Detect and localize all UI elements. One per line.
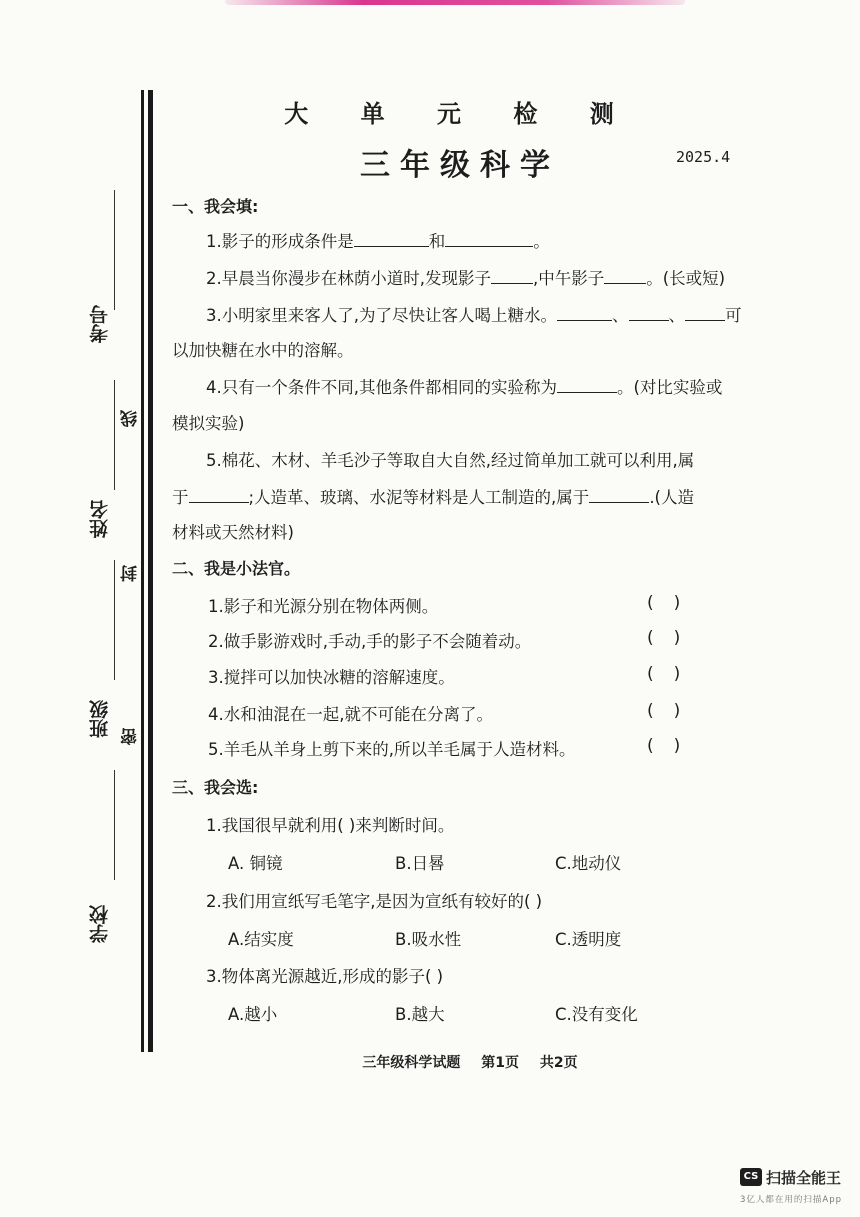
- q2-blank-1[interactable]: [491, 269, 533, 284]
- q2-text-a: 2.早晨当你漫步在林荫小道时,发现影子: [206, 269, 491, 288]
- sidebar-blank-name: [114, 380, 115, 490]
- fill-q4: [206, 374, 722, 398]
- fill-q2: [206, 265, 725, 289]
- fill-q5-line1: 5.棉花、木材、羊毛沙子等取自大自然,经过简单加工就可以利用,属: [206, 451, 695, 470]
- sidebar-blank-school: [114, 770, 115, 880]
- q3-sep-2: 、: [668, 306, 685, 325]
- page-footer: [0, 1052, 860, 1072]
- judge-paren-1[interactable]: (): [647, 593, 701, 613]
- seal-char-line: 线: [121, 410, 141, 427]
- q3-sep-1: 、: [612, 306, 629, 325]
- section1-heading: 一、我会填:: [172, 197, 259, 216]
- choice-q3-option-b[interactable]: B.越大: [395, 1005, 445, 1024]
- q5-text-c: .(人造: [649, 488, 694, 507]
- q3-text-a: 3.小明家里来客人了,为了尽快让客人喝上糖水。: [206, 306, 557, 325]
- fill-q5-cont: 材料或天然材料): [172, 523, 294, 542]
- choice-q3-option-a[interactable]: A.越小: [228, 1005, 278, 1024]
- q1-blank-1[interactable]: [354, 232, 429, 247]
- choice-q1-option-a[interactable]: A. 铜镜: [228, 854, 283, 873]
- q5-blank-1[interactable]: [189, 488, 249, 503]
- choice-q1-option-b[interactable]: B.日晷: [395, 854, 445, 873]
- q5-text-b: ;人造革、玻璃、水泥等材料是人工制造的,属于: [248, 488, 590, 507]
- q4-blank[interactable]: [557, 378, 617, 393]
- sidebar-label-school: 学校: [89, 905, 111, 943]
- choice-q3-stem: 3.物体离光源越近,形成的影子( ): [206, 967, 444, 986]
- sidebar-label-class: 班级: [89, 700, 111, 738]
- q2-text-c: 。(长或短): [646, 269, 726, 288]
- camscanner-logo-icon: CS: [740, 1168, 762, 1186]
- q5-blank-2[interactable]: [589, 488, 649, 503]
- choice-q3-option-c[interactable]: C.没有变化: [555, 1005, 638, 1024]
- choice-q2-option-a[interactable]: A.结实度: [228, 930, 294, 949]
- judge-paren-4[interactable]: (): [647, 701, 701, 721]
- exam-date: 2025.4: [676, 148, 731, 166]
- subject-title: 三年级科学: [360, 148, 560, 183]
- fill-q3-cont: 以加快糖在水中的溶解。: [172, 341, 354, 360]
- seal-char-secret: 密: [121, 728, 141, 745]
- sidebar-label-name: 姓名: [89, 500, 111, 538]
- q5-text-a: 于: [172, 488, 189, 507]
- fill-q1: [206, 228, 550, 252]
- fill-q5-line2: [172, 484, 694, 508]
- q3-blank-3[interactable]: [685, 306, 725, 321]
- watermark-app-name: 扫描全能王: [766, 1169, 842, 1187]
- q2-text-b: ,中午影子: [533, 269, 605, 288]
- judge-item-2: 2.做手影游戏时,手动,手的影子不会随着动。: [208, 632, 532, 651]
- top-color-smudge: [225, 0, 685, 5]
- choice-q2-option-b[interactable]: B.吸水性: [395, 930, 462, 949]
- section3-heading: 三、我会选:: [172, 778, 259, 797]
- q1-text-b: 和: [428, 232, 446, 251]
- q3-blank-1[interactable]: [557, 306, 612, 321]
- judge-item-5: 5.羊毛从羊身上剪下来的,所以羊毛属于人造材料。: [208, 740, 576, 759]
- judge-item-1: 1.影子和光源分别在物体两侧。: [208, 597, 439, 616]
- seal-char-seal: 封: [121, 565, 141, 582]
- footer-page-number: 第1页: [481, 1055, 519, 1071]
- q2-blank-2[interactable]: [604, 269, 646, 284]
- watermark-tagline: 3亿人都在用的扫描App: [740, 1195, 843, 1205]
- q1-blank-2[interactable]: [445, 232, 533, 247]
- choice-q1-stem: 1.我国很早就利用( )来判断时间。: [206, 816, 455, 835]
- q3-text-b: 可: [725, 306, 742, 325]
- footer-total-pages: 共2页: [539, 1055, 578, 1071]
- q4-text-b: 。(对比实验或: [617, 378, 723, 397]
- choice-q2-stem: 2.我们用宣纸写毛笔字,是因为宣纸有较好的( ): [206, 892, 543, 911]
- footer-exam-name: 三年级科学试题: [362, 1055, 461, 1071]
- sidebar-label-exam-no: 考号: [89, 305, 111, 343]
- sidebar-blank-class: [114, 560, 115, 680]
- fill-q4-cont: 模拟实验): [172, 414, 245, 433]
- q4-text-a: 4.只有一个条件不同,其他条件都相同的实验称为: [206, 378, 557, 397]
- choice-q1-option-c[interactable]: C.地动仪: [555, 854, 622, 873]
- judge-paren-2[interactable]: (): [647, 628, 701, 648]
- q1-text-c: 。: [533, 232, 550, 251]
- sidebar-blank-exam-no: [114, 190, 115, 310]
- judge-paren-5[interactable]: (): [647, 736, 701, 756]
- binding-line-thick: [148, 90, 153, 1052]
- choice-q2-option-c[interactable]: C.透明度: [555, 930, 622, 949]
- q3-blank-2[interactable]: [629, 306, 669, 321]
- judge-item-3: 3.搅拌可以加快冰糖的溶解速度。: [208, 668, 455, 687]
- judge-paren-3[interactable]: (): [647, 664, 701, 684]
- q1-text-a: 1.影子的形成条件是: [206, 232, 354, 251]
- fill-q3: [206, 302, 742, 326]
- exam-title: 大 单 元 检 测: [284, 100, 636, 128]
- section2-heading: 二、我是小法官。: [172, 559, 301, 578]
- judge-item-4: 4.水和油混在一起,就不可能在分离了。: [208, 705, 493, 724]
